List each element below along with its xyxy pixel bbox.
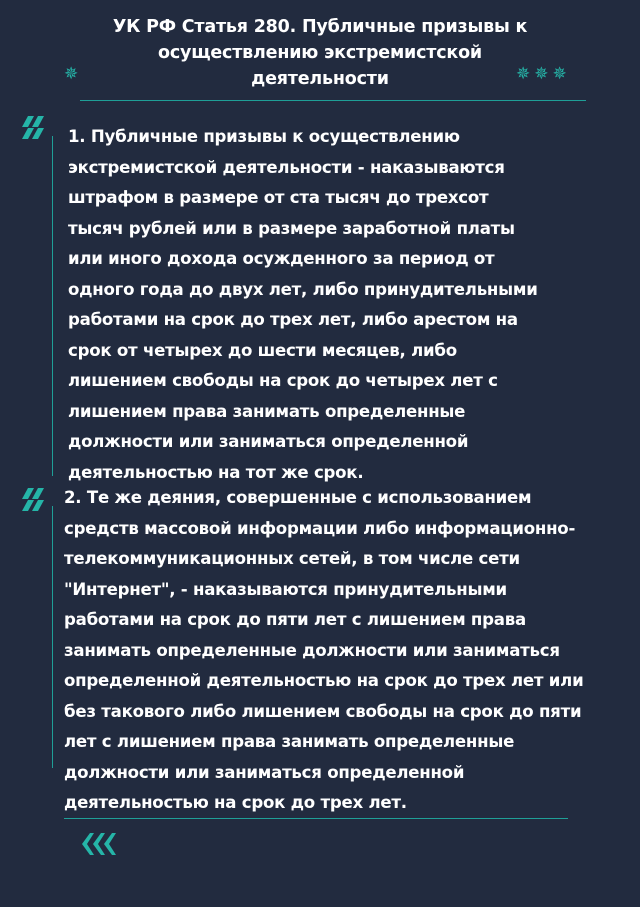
paragraph-line: тысяч рублей или в размере заработной платы — [68, 218, 515, 238]
title-line-2: осуществлению экстремистской — [158, 43, 482, 63]
star-icon: ✵ — [552, 64, 571, 84]
paragraph-rule — [52, 506, 53, 768]
star-icon: ✵ — [516, 64, 535, 84]
quote-close-icon — [78, 830, 120, 858]
paragraph-line: работами на срок до трех лет, либо арестом на — [68, 310, 518, 329]
title-divider — [80, 100, 586, 101]
paragraph-1 — [68, 122, 538, 488]
stars-group — [516, 66, 571, 83]
paragraph-line: деятельностью на тот же срок. — [68, 462, 364, 482]
paragraph-line: экстремистской деятельности - наказываются — [68, 157, 505, 177]
star-icon: ✵ — [534, 64, 553, 84]
paragraph-line: "Интернет", - наказываются принудительными — [64, 579, 507, 599]
paragraph-line: срок от четырех до шести месяцев, либо — [68, 340, 457, 360]
paragraph-line: лишением права занимать определенные — [68, 401, 466, 421]
paragraph-line: телекоммуникационных сетей, в том числе сети — [64, 549, 520, 568]
paragraph-line: должности или заниматься определенной — [64, 762, 465, 782]
paragraph-line: 1. Публичные призывы к осуществлению — [68, 127, 460, 146]
paragraph-line: должности или заниматься определенной — [68, 432, 469, 451]
paragraph-line: 2. Те же деяния, совершенные с использованием — [64, 488, 532, 507]
quote-open-icon — [20, 486, 48, 512]
star-icon: ✵ — [64, 64, 79, 84]
title-line-3: деятельности — [251, 69, 389, 89]
footer-divider — [64, 818, 568, 819]
paragraph-line: одного года до двух лет, либо принудительными — [68, 279, 538, 299]
paragraph-line: занимать определенные должности или заниматься — [64, 640, 560, 660]
paragraph-line: лет с лишением права занимать определенные — [64, 732, 515, 751]
paragraph-line: лишением свободы на срок до четырех лет с — [68, 371, 498, 390]
paragraph-rule — [52, 136, 53, 476]
title-line-1: УК РФ Статья 280. Публичные призывы к — [112, 17, 528, 37]
paragraph-line: без такового либо лишением свободы на срок до пяти — [64, 701, 582, 721]
paragraph-line: штрафом в размере от ста тысяч до трехсот — [68, 188, 489, 207]
paragraph-line: деятельностью на срок до трех лет. — [64, 793, 407, 812]
paragraph-line: определенной деятельностью на срок до трех лет или — [64, 671, 584, 690]
paragraph-2 — [64, 483, 583, 819]
paragraph-line: или иного дохода осужденного за период от — [68, 249, 495, 268]
paragraph-line: средств массовой информации либо информационно- — [64, 518, 576, 538]
quote-open-icon — [20, 114, 48, 140]
paragraph-line: работами на срок до пяти лет с лишением права — [64, 610, 526, 629]
